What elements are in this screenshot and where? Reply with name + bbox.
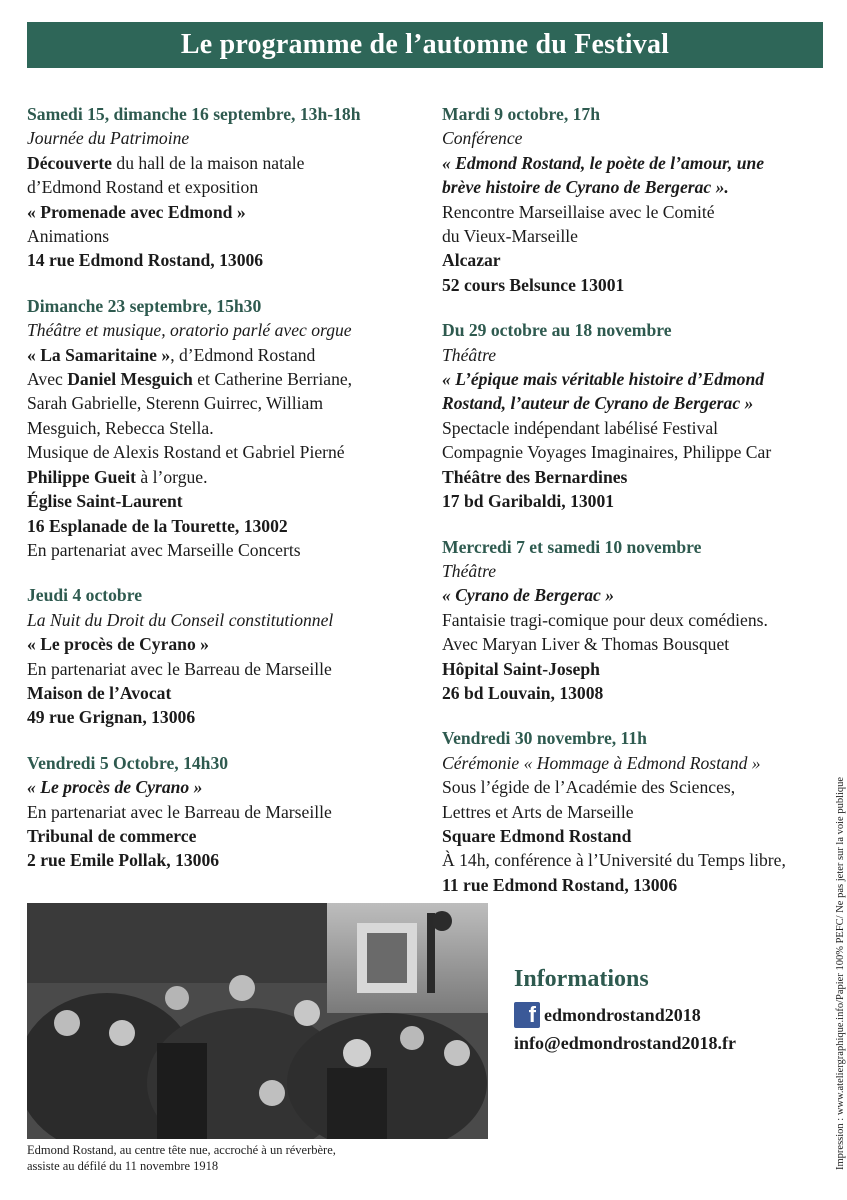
- facebook-handle[interactable]: edmondrostand2018: [544, 1004, 701, 1025]
- event-line: En partenariat avec le Barreau de Marseille: [27, 658, 332, 679]
- event-line: 11 rue Edmond Rostand, 13006: [442, 874, 678, 895]
- event-line: Sous l’égide de l’Académie des Sciences,: [442, 777, 736, 798]
- event-line: d’Edmond Rostand et exposition: [27, 177, 259, 198]
- info-block: [514, 966, 736, 1057]
- event-line: Spectacle indépendant labélisé Festival: [442, 417, 719, 438]
- left-column: [27, 102, 427, 894]
- event-date: Samedi 15, dimanche 16 septembre, 13h-18h: [27, 104, 361, 124]
- photo-caption: [27, 1143, 497, 1174]
- event-line: du Vieux-Marseille: [442, 226, 578, 247]
- page-banner: [27, 22, 823, 68]
- event-line: Sarah Gabrielle, Sterenn Guirrec, William: [27, 393, 324, 414]
- event-line: « Le procès de Cyrano »: [27, 634, 209, 655]
- event-line: [27, 367, 427, 391]
- event-text: « La Samaritaine »: [27, 344, 171, 365]
- event-line: Tribunal de commerce: [27, 825, 197, 846]
- event-date: Mercredi 7 et samedi 10 novembre: [442, 536, 702, 557]
- event-line: À 14h, conférence à l’Université du Temps libre,: [442, 850, 786, 871]
- event-date: Dimanche 23 septembre, 15h30: [27, 295, 262, 316]
- facebook-icon: f: [514, 1002, 540, 1028]
- event-line: 14 rue Edmond Rostand, 13006: [27, 250, 264, 271]
- event-line: Mesguich, Rebecca Stella.: [27, 417, 214, 438]
- event-line: Conférence: [442, 128, 523, 149]
- event-line: 17 bd Garibaldi, 13001: [442, 491, 615, 512]
- event-date: Vendredi 5 Octobre, 14h30: [27, 752, 229, 773]
- event-line: Cérémonie « Hommage à Edmond Rostand »: [442, 752, 761, 773]
- event-block: [27, 294, 427, 562]
- event-line: Église Saint-Laurent: [27, 491, 183, 512]
- caption-line: Edmond Rostand, au centre tête nue, accroché à un réverbère,: [27, 1143, 336, 1157]
- event-line: Théâtre et musique, oratorio parlé avec orgue: [27, 320, 352, 341]
- info-title: Informations: [514, 966, 649, 992]
- event-line: Alcazar: [442, 250, 501, 271]
- event-line: [27, 465, 427, 489]
- event-text: Philippe Gueit: [27, 466, 136, 487]
- event-block: [442, 318, 832, 513]
- event-line: Musique de Alexis Rostand et Gabriel Pierné: [27, 442, 345, 463]
- event-text: Daniel Mesguich: [67, 369, 193, 390]
- event-line: « Cyrano de Bergerac »: [442, 585, 615, 606]
- event-text: Découverte: [27, 152, 112, 173]
- right-column: [442, 102, 832, 918]
- event-line: Animations: [27, 226, 110, 247]
- event-block: [27, 583, 427, 729]
- event-line: 16 Esplanade de la Tourette, 13002: [27, 515, 288, 536]
- print-notice: Impression : www.ateliergraphique.info/Papier 100% PEFC/ Ne pas jeter sur la voie publique: [835, 776, 846, 1170]
- email-link[interactable]: info@edmondrostand2018.fr: [514, 1032, 736, 1053]
- event-line: Journée du Patrimoine: [27, 128, 190, 149]
- event-line: « Promenade avec Edmond »: [27, 201, 246, 222]
- event-line: Théâtre: [442, 560, 497, 581]
- event-block: [442, 102, 832, 297]
- event-line: 26 bd Louvain, 13008: [442, 682, 604, 703]
- event-text: et Catherine Berriane,: [192, 369, 353, 390]
- event-text: du hall de la maison natale: [112, 152, 305, 173]
- event-line: « Le procès de Cyrano »: [27, 777, 203, 798]
- event-block: [442, 726, 832, 897]
- event-line: [27, 343, 427, 367]
- event-line: [27, 151, 427, 175]
- event-date: Mardi 9 octobre, 17h: [442, 104, 601, 124]
- event-date: Du 29 octobre au 18 novembre: [442, 320, 672, 341]
- facebook-row[interactable]: [514, 1001, 736, 1029]
- event-line: Compagnie Voyages Imaginaires, Philippe Car: [442, 442, 772, 463]
- event-line: Maison de l’Avocat: [27, 682, 172, 703]
- page-title: Le programme de l’automne du Festival: [180, 29, 670, 60]
- event-text: à l’orgue.: [136, 466, 208, 487]
- caption-line: assiste au défilé du 11 novembre 1918: [27, 1158, 219, 1173]
- event-block: [27, 102, 427, 273]
- email-row[interactable]: [514, 1029, 736, 1057]
- event-block: [442, 535, 832, 706]
- event-line: Avec Maryan Liver & Thomas Bousquet: [442, 634, 730, 655]
- event-line: Fantaisie tragi-comique pour deux comédiens.: [442, 609, 768, 630]
- event-line: 52 cours Belsunce 13001: [442, 274, 625, 295]
- historical-photo: [27, 903, 488, 1139]
- event-line: Square Edmond Rostand: [442, 825, 632, 846]
- event-text: Avec: [27, 369, 68, 390]
- event-line: La Nuit du Droit du Conseil constitutionnel: [27, 609, 334, 630]
- event-line: Rencontre Marseillaise avec le Comité: [442, 201, 715, 222]
- event-date: Vendredi 30 novembre, 11h: [442, 728, 647, 749]
- event-line: « L’épique mais véritable histoire d’Edmond: [442, 369, 765, 390]
- event-date: Jeudi 4 octobre: [27, 585, 143, 606]
- event-line: Théâtre: [442, 344, 497, 365]
- event-line: 49 rue Grignan, 13006: [27, 707, 196, 728]
- event-line: En partenariat avec le Barreau de Marseille: [27, 801, 332, 822]
- event-line: Théâtre des Bernardines: [442, 466, 628, 487]
- event-line: Lettres et Arts de Marseille: [442, 801, 634, 822]
- event-text: , d’Edmond Rostand: [170, 344, 316, 365]
- event-line: En partenariat avec Marseille Concerts: [27, 539, 301, 560]
- event-block: [27, 751, 427, 873]
- event-line: Rostand, l’auteur de Cyrano de Bergerac »: [442, 393, 754, 414]
- event-line: 2 rue Emile Pollak, 13006: [27, 850, 220, 871]
- event-line: « Edmond Rostand, le poète de l’amour, une: [442, 152, 765, 173]
- event-line: Hôpital Saint-Joseph: [442, 658, 600, 679]
- event-line: brève histoire de Cyrano de Bergerac ».: [442, 177, 729, 198]
